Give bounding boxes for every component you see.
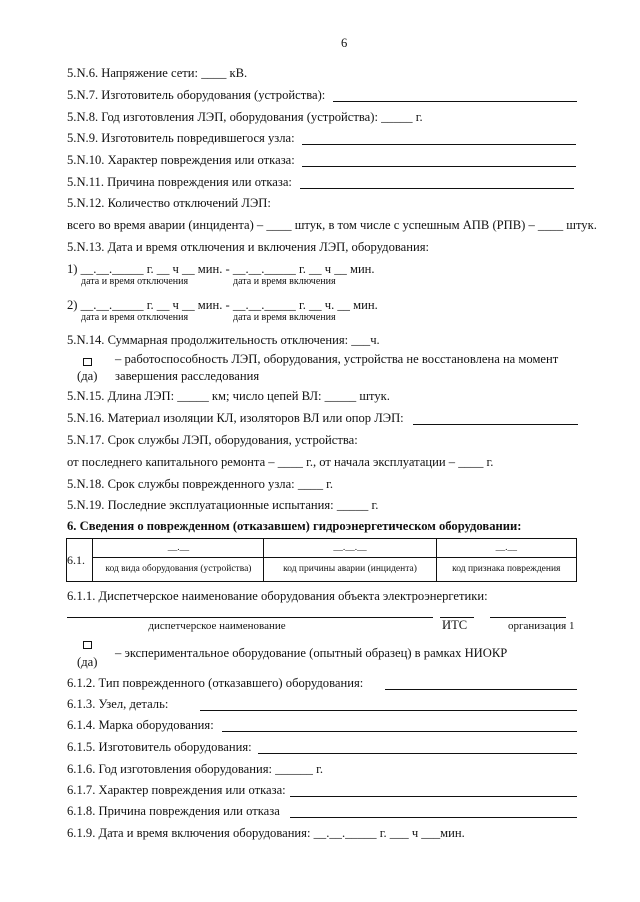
code-equipment-type-caption: код вида оборудования (устройства) — [93, 558, 264, 582]
item-experimental: – экспериментальное оборудование (опытный образец) в рамках НИОКР — [115, 646, 508, 660]
item-614: 6.1.4. Марка оборудования: — [67, 718, 214, 732]
item-611-its: ИТС — [442, 618, 468, 632]
item-5n10: 5.N.10. Характер повреждения или отказа: — [67, 153, 295, 167]
item-611-name-caption: диспетчерское наименование — [148, 620, 286, 632]
item-5n12-detail: всего во время аварии (инцидента) – ____ штук, в том числе с успешным АПВ (РПВ) – ____ штук. — [67, 218, 597, 232]
section-6-heading: 6. Сведения о поврежденном (отказавшем) гидроэнергетическом оборудовании: — [67, 519, 522, 533]
fill-line-617 — [290, 796, 577, 797]
datetime-row-1-on-caption: дата и время включения — [233, 276, 336, 287]
checkbox-5n14[interactable] — [83, 358, 92, 366]
item-5n14-option-cont: завершения расследования — [115, 369, 260, 383]
item-616: 6.1.6. Год изготовления оборудования: ______ г. — [67, 762, 324, 776]
datetime-row-2-on-caption: дата и время включения — [233, 312, 336, 323]
fill-line-611-name — [67, 617, 433, 618]
item-5n12: 5.N.12. Количество отключений ЛЭП: — [67, 196, 271, 210]
fill-line-5n11 — [300, 188, 574, 189]
item-5n16: 5.N.16. Материал изоляции КЛ, изоляторов ВЛ или опор ЛЭП: — [67, 411, 404, 425]
item-5n9: 5.N.9. Изготовитель повредившегося узла: — [67, 131, 295, 145]
item-5n15: 5.N.15. Длина ЛЭП: _____ км; число цепей ВЛ: _____ штук. — [67, 389, 390, 403]
fill-line-5n10 — [302, 166, 576, 167]
code-failure-cause-value: __.__.__ — [264, 539, 436, 558]
page-number: 6 — [341, 36, 348, 50]
code-equipment-type-value: __.__ — [93, 539, 264, 558]
fill-line-615 — [258, 753, 577, 754]
datetime-row-1: 1) __.__._____ г. __ ч __ мин. - __.__._____ г. __ ч __ мин. — [67, 262, 375, 276]
datetime-row-2: 2) __.__._____ г. __ ч __ мин. - __.__._____ г. __ ч. __ мин. — [67, 298, 378, 312]
fill-line-612 — [385, 689, 577, 690]
code-failure-cause-caption: код причины аварии (инцидента) — [264, 558, 436, 582]
item-611: 6.1.1. Диспетчерское наименование оборудования объекта электроэнергетики: — [67, 589, 488, 603]
item-5n6: 5.N.6. Напряжение сети: ____ кВ. — [67, 66, 248, 80]
item-5n11: 5.N.11. Причина повреждения или отказа: — [67, 175, 292, 189]
checkbox-experimental[interactable] — [83, 641, 92, 649]
item-619: 6.1.9. Дата и время включения оборудования: __.__._____ г. ___ ч ___мин. — [67, 826, 465, 840]
datetime-row-2-off-caption: дата и время отключения — [81, 312, 189, 323]
datetime-row-1-off-caption: дата и время отключения — [81, 276, 189, 287]
item-5n14-option: – работоспособность ЛЭП, оборудования, устройства не восстановлена на момент — [115, 352, 559, 366]
item-5n17-detail: от последнего капитального ремонта – ____ г., от начала эксплуатации – ____ г. — [67, 455, 494, 469]
item-5n14: 5.N.14. Суммарная продолжительность отключения: ___ч. — [67, 333, 380, 347]
item-5n19: 5.N.19. Последние эксплуатационные испытания: _____ г. — [67, 498, 379, 512]
fill-line-5n9 — [302, 144, 576, 145]
item-5n7: 5.N.7. Изготовитель оборудования (устройства): — [67, 88, 326, 102]
item-5n14-yes: (да) — [77, 369, 98, 383]
fill-line-5n7 — [333, 101, 577, 102]
item-5n18: 5.N.18. Срок службы поврежденного узла: ____ г. — [67, 477, 334, 491]
item-615: 6.1.5. Изготовитель оборудования: — [67, 740, 252, 754]
code-damage-sign-value: __.__ — [436, 539, 576, 558]
code-damage-sign-caption: код признака повреждения — [436, 558, 576, 582]
item-611-org: организация 1 — [508, 620, 575, 632]
fill-line-611-org — [490, 617, 566, 618]
item-618: 6.1.8. Причина повреждения или отказа — [67, 804, 280, 818]
codes-table-row-label: 6.1. — [67, 539, 93, 582]
item-617: 6.1.7. Характер повреждения или отказа: — [67, 783, 286, 797]
item-5n13: 5.N.13. Дата и время отключения и включения ЛЭП, оборудования: — [67, 240, 430, 254]
fill-line-618 — [290, 817, 577, 818]
item-613: 6.1.3. Узел, деталь: — [67, 697, 169, 711]
fill-line-614 — [222, 731, 577, 732]
item-612: 6.1.2. Тип поврежденного (отказавшего) оборудования: — [67, 676, 364, 690]
fill-line-5n16 — [413, 424, 578, 425]
fill-line-613 — [200, 710, 577, 711]
item-experimental-yes: (да) — [77, 655, 98, 669]
item-5n8: 5.N.8. Год изготовления ЛЭП, оборудования (устройства): _____ г. — [67, 110, 423, 124]
item-5n17: 5.N.17. Срок службы ЛЭП, оборудования, устройства: — [67, 433, 358, 447]
codes-table — [66, 538, 577, 582]
